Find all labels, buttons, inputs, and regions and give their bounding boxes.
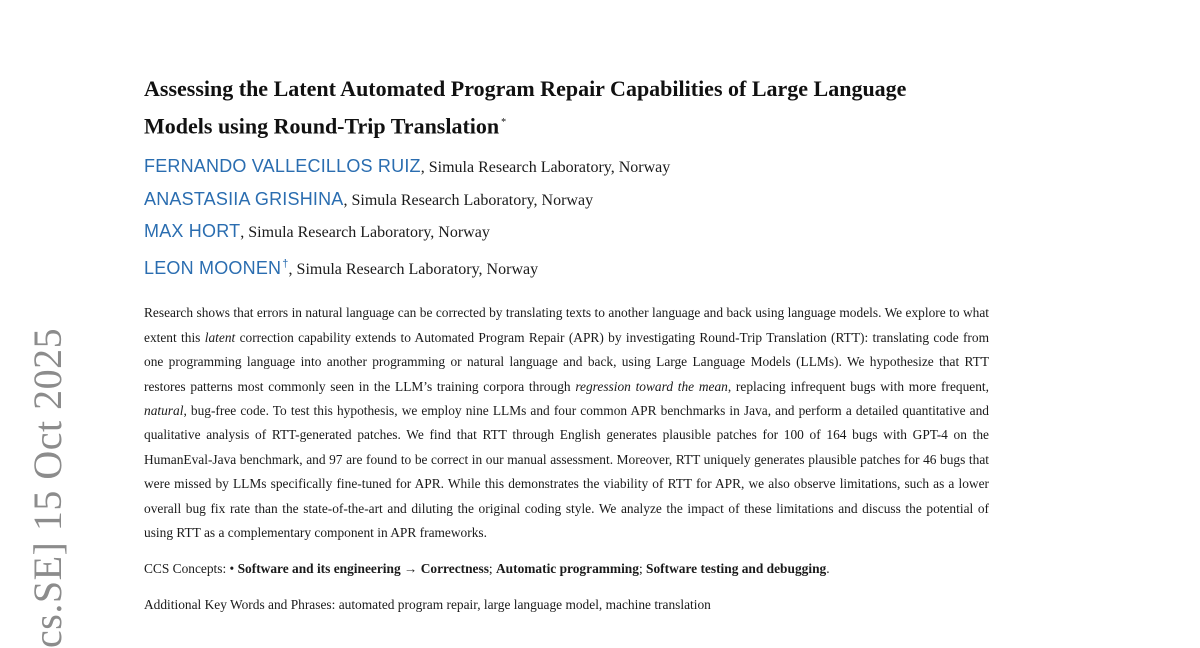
author-entry <box>144 184 989 217</box>
abstract-text: correction capability extends to Automated Program Repair (APR) by investigating Round-Trip Translation (RTT): translating code from one programming language into another programming or natural language and back, using Large Language Models (LLMs). We hypothesize that RTT restores patterns most commonly seen in the LLM’s training corpora through <box>144 329 989 394</box>
paper-title <box>144 72 989 143</box>
author-name-text: LEON MOONEN <box>144 257 282 278</box>
title-line-1: Assessing the Latent Automated Program Repair Capabilities of Large Language <box>144 76 907 101</box>
abstract-emphasis: regression toward the mean <box>575 378 728 394</box>
author-name-link[interactable]: MAX HORT <box>144 221 241 242</box>
abstract-paragraph <box>144 301 989 545</box>
abstract-text: Research shows that errors in natural language can be corrected by translating texts to another language and back using language models. We explore to what extent this <box>144 305 989 345</box>
ccs-concept: Automatic programming <box>496 560 639 576</box>
arxiv-identifier-stamp: cs.SE] 15 Oct 2025 <box>25 327 70 648</box>
abstract-text: , bug-free code. To test this hypothesis, we employ nine LLMs and four common APR benchmarks in Java, and perform a detailed quantitative and qualitative analysis of RTT-generated patches. We find that RTT through English generates plausible patches for 100 of 164 bugs with GPT-4 on the HumanEval-Java benchmark, and 97 are found to be correct in our manual assessment. Moreover, RTT uniquely generates plausible patches for 46 bugs that were missed by LLMs specifically fine-tuned for APR. While this demonstrates the viability of RTT for APR, we also observe limitations, such as a lower overall bug fix rate than the state-of-the-art and diluting the original coding style. We analyze the impact of these limitations and discuss the potential of using RTT as a complementary component in APR frameworks. <box>144 402 989 540</box>
author-entry <box>144 216 989 249</box>
abstract-text: , replacing infrequent bugs with more frequent, <box>727 378 989 394</box>
ccs-separator: ; <box>638 560 647 576</box>
abstract-emphasis: latent <box>204 329 236 345</box>
author-affiliation: , Simula Research Laboratory, Norway <box>288 260 539 278</box>
paper-first-page <box>144 72 989 628</box>
keywords-line <box>144 595 989 615</box>
author-list <box>144 151 989 285</box>
keywords-label: Additional Key Words and Phrases: <box>144 596 339 612</box>
title-line-2: Models using Round-Trip Translation <box>144 113 500 139</box>
author-entry <box>144 151 989 184</box>
ccs-arrow: → <box>400 560 421 576</box>
ccs-concept: Software testing and debugging <box>646 560 827 576</box>
ccs-concept: Correctness <box>420 560 489 576</box>
ccs-concept: Software and its engineering <box>237 560 401 576</box>
author-entry <box>144 249 989 286</box>
author-affiliation: , Simula Research Laboratory, Norway <box>343 191 594 209</box>
ccs-separator: ; <box>488 560 496 576</box>
ccs-concepts <box>144 559 989 579</box>
ccs-label: CCS Concepts: • <box>144 560 238 576</box>
title-footnote-mark[interactable]: * <box>501 117 507 128</box>
author-affiliation: , Simula Research Laboratory, Norway <box>420 159 671 177</box>
author-name-link[interactable]: ANASTASIIA GRISHINA <box>144 188 344 209</box>
abstract-emphasis: natural <box>144 402 184 418</box>
author-footnote-mark[interactable]: † <box>282 257 289 270</box>
keywords-text: automated program repair, large language model, machine translation <box>338 596 711 612</box>
author-affiliation: , Simula Research Laboratory, Norway <box>240 224 490 242</box>
ccs-period: . <box>826 560 830 576</box>
author-name-link[interactable]: FERNANDO VALLECILLOS RUIZ <box>144 156 421 177</box>
author-name-link[interactable] <box>144 258 289 278</box>
